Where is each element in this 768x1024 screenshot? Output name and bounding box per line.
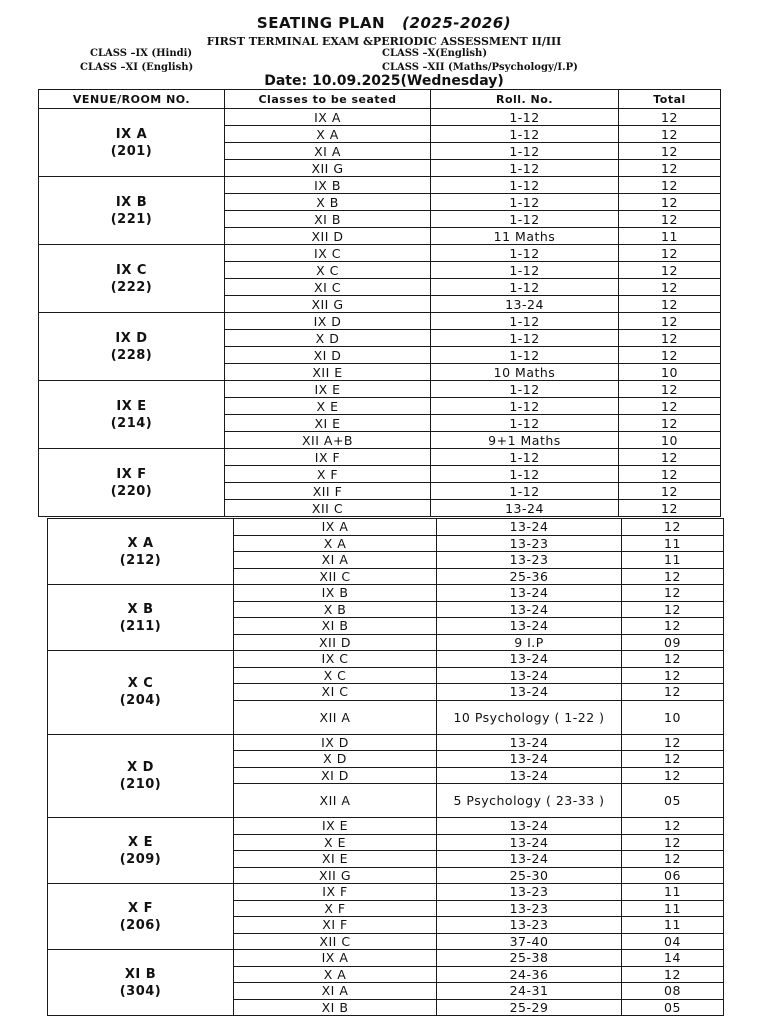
- total-cell: 12: [622, 585, 724, 602]
- total-cell: 05: [622, 784, 724, 818]
- class-cell: IX B: [225, 177, 431, 194]
- class-info-xii: CLASS –XII (Maths/Psychology/I.P): [382, 62, 578, 73]
- total-cell: 12: [619, 143, 721, 160]
- class-info-x: CLASS –X(English): [382, 48, 488, 59]
- room-number: (211): [119, 618, 162, 634]
- total-cell: 12: [622, 568, 724, 585]
- total-cell: 12: [622, 751, 724, 768]
- roll-number-cell: 1-12: [431, 245, 619, 262]
- venue-name: IX D: [115, 330, 148, 346]
- total-cell: 12: [622, 834, 724, 851]
- total-cell: 12: [622, 601, 724, 618]
- class-cell: XI B: [225, 211, 431, 228]
- table-header-row: [39, 90, 721, 109]
- roll-number-cell: 11 Maths: [431, 228, 619, 245]
- roll-number-cell: 1-12: [431, 126, 619, 143]
- total-cell: 12: [619, 262, 721, 279]
- venue-cell: [48, 884, 234, 950]
- roll-number-cell: 1-12: [431, 449, 619, 466]
- total-cell: 11: [619, 228, 721, 245]
- roll-number-cell: 9 I.P: [437, 634, 622, 651]
- room-number: (201): [110, 143, 153, 159]
- room-number: (206): [119, 917, 162, 933]
- class-cell: IX E: [234, 818, 437, 835]
- roll-number-cell: 1-12: [431, 483, 619, 500]
- roll-number-cell: 24-36: [437, 966, 622, 983]
- class-cell: XI C: [225, 279, 431, 296]
- roll-number-cell: 1-12: [431, 330, 619, 347]
- roll-number-cell: 25-30: [437, 867, 622, 884]
- venue-name: XI B: [124, 966, 157, 982]
- total-cell: 12: [622, 684, 724, 701]
- venue-name: IX A: [115, 126, 148, 142]
- total-cell: 05: [622, 999, 724, 1016]
- class-cell: XI C: [234, 684, 437, 701]
- class-cell: XI A: [225, 143, 431, 160]
- class-cell: X A: [234, 535, 437, 552]
- class-cell: XI A: [234, 552, 437, 569]
- class-cell: XII C: [234, 568, 437, 585]
- roll-number-cell: 25-38: [437, 950, 622, 967]
- table-row: [39, 109, 721, 126]
- total-cell: 12: [619, 347, 721, 364]
- total-cell: 12: [622, 667, 724, 684]
- class-cell: IX F: [234, 884, 437, 901]
- total-cell: 12: [619, 279, 721, 296]
- venue-name: X A: [127, 535, 154, 551]
- class-cell: IX B: [234, 585, 437, 602]
- total-cell: 12: [619, 466, 721, 483]
- title-prefix: SEATING PLAN: [256, 14, 385, 32]
- total-cell: 12: [619, 381, 721, 398]
- total-cell: 12: [619, 483, 721, 500]
- roll-number-cell: 1-12: [431, 398, 619, 415]
- total-cell: 12: [619, 296, 721, 313]
- class-cell: X E: [225, 398, 431, 415]
- class-cell: IX A: [234, 950, 437, 967]
- venue-name: IX E: [116, 398, 147, 414]
- total-cell: 12: [619, 126, 721, 143]
- class-cell: X D: [225, 330, 431, 347]
- total-cell: 06: [622, 867, 724, 884]
- room-number: (220): [110, 483, 153, 499]
- table-row: [39, 449, 721, 466]
- venue-name: X E: [128, 834, 153, 850]
- total-cell: 12: [622, 851, 724, 868]
- class-cell: XI E: [225, 415, 431, 432]
- venue-name: X B: [127, 601, 154, 617]
- total-cell: 12: [622, 818, 724, 835]
- roll-number-cell: 25-36: [437, 568, 622, 585]
- roll-number-cell: 10 Maths: [431, 364, 619, 381]
- roll-number-cell: 1-12: [431, 279, 619, 296]
- class-cell: X C: [225, 262, 431, 279]
- col-header-total: Total: [619, 90, 721, 109]
- table-body-part2: [48, 519, 724, 1016]
- roll-number-cell: 13-24: [437, 851, 622, 868]
- total-cell: 12: [622, 618, 724, 635]
- venue-cell: [48, 734, 234, 818]
- total-cell: 12: [619, 109, 721, 126]
- class-cell: X F: [225, 466, 431, 483]
- venue-cell: [39, 313, 225, 381]
- venue-name: X C: [127, 676, 154, 692]
- total-cell: 12: [619, 160, 721, 177]
- class-cell: XII A: [234, 700, 437, 734]
- roll-number-cell: 13-24: [431, 296, 619, 313]
- table-row: [39, 177, 721, 194]
- table-row: [48, 651, 724, 668]
- total-cell: 12: [622, 519, 724, 536]
- total-cell: 08: [622, 983, 724, 1000]
- total-cell: 11: [622, 917, 724, 934]
- seating-table-part2: [47, 518, 724, 1016]
- venue-name: IX C: [116, 262, 147, 278]
- venue-name: IX B: [115, 194, 148, 210]
- class-cell: IX D: [234, 734, 437, 751]
- table-row: [48, 818, 724, 835]
- roll-number-cell: 13-24: [437, 601, 622, 618]
- class-cell: X C: [234, 667, 437, 684]
- total-cell: 11: [622, 884, 724, 901]
- total-cell: 11: [622, 552, 724, 569]
- table-row: [48, 734, 724, 751]
- venue-cell: [48, 818, 234, 884]
- roll-number-cell: 1-12: [431, 211, 619, 228]
- roll-number-cell: 1-12: [431, 143, 619, 160]
- roll-number-cell: 13-24: [437, 667, 622, 684]
- class-cell: IX D: [225, 313, 431, 330]
- roll-number-cell: 13-24: [437, 751, 622, 768]
- roll-number-cell: 1-12: [431, 347, 619, 364]
- total-cell: 12: [619, 449, 721, 466]
- roll-number-cell: 13-23: [437, 917, 622, 934]
- total-cell: 12: [622, 767, 724, 784]
- total-cell: 12: [619, 500, 721, 517]
- venue-cell: [39, 245, 225, 313]
- class-cell: XI D: [234, 767, 437, 784]
- class-cell: XI A: [234, 983, 437, 1000]
- total-cell: 12: [619, 313, 721, 330]
- roll-number-cell: 1-12: [431, 177, 619, 194]
- room-number: (210): [119, 776, 162, 792]
- table-row: [48, 519, 724, 536]
- class-cell: XII C: [225, 500, 431, 517]
- total-cell: 12: [619, 194, 721, 211]
- col-header-roll: Roll. No.: [431, 90, 619, 109]
- table-row: [39, 313, 721, 330]
- room-number: (214): [110, 415, 153, 431]
- class-cell: IX A: [225, 109, 431, 126]
- roll-number-cell: 13-24: [437, 734, 622, 751]
- class-cell: XI B: [234, 618, 437, 635]
- class-cell: IX F: [225, 449, 431, 466]
- roll-number-cell: 13-24: [437, 834, 622, 851]
- class-cell: X A: [225, 126, 431, 143]
- title-years: (2025-2026): [402, 14, 512, 32]
- roll-number-cell: 13-23: [437, 535, 622, 552]
- class-cell: XI F: [234, 917, 437, 934]
- exam-subtitle: FIRST TERMINAL EXAM &PERIODIC ASSESSMENT II/III: [206, 35, 562, 48]
- class-info-ix: CLASS –IX (Hindi): [90, 48, 193, 59]
- roll-number-cell: 13-24: [437, 585, 622, 602]
- document-header: [0, 0, 768, 92]
- class-cell: IX C: [234, 651, 437, 668]
- roll-number-cell: 1-12: [431, 313, 619, 330]
- venue-cell: [48, 585, 234, 651]
- table-row: [39, 245, 721, 262]
- roll-number-cell: 37-40: [437, 933, 622, 950]
- venue-cell: [39, 381, 225, 449]
- total-cell: 11: [622, 535, 724, 552]
- roll-number-cell: 13-24: [437, 519, 622, 536]
- total-cell: 12: [622, 734, 724, 751]
- class-cell: XII G: [225, 160, 431, 177]
- class-cell: XI D: [225, 347, 431, 364]
- seating-table-part1: [38, 89, 721, 517]
- venue-cell: [39, 449, 225, 517]
- roll-number-cell: 5 Psychology ( 23-33 ): [437, 784, 622, 818]
- class-cell: XII F: [225, 483, 431, 500]
- class-cell: X A: [234, 966, 437, 983]
- venue-cell: [39, 109, 225, 177]
- class-cell: X E: [234, 834, 437, 851]
- class-cell: X B: [225, 194, 431, 211]
- room-number: (209): [119, 851, 162, 867]
- class-cell: XII E: [225, 364, 431, 381]
- roll-number-cell: 13-24: [437, 767, 622, 784]
- venue-cell: [48, 950, 234, 1016]
- class-cell: XII C: [234, 933, 437, 950]
- room-number: (222): [110, 279, 153, 295]
- col-header-venue: VENUE/ROOM NO.: [39, 90, 225, 109]
- total-cell: 10: [622, 700, 724, 734]
- roll-number-cell: 13-24: [437, 684, 622, 701]
- class-info-xi: CLASS –XI (English): [80, 62, 194, 73]
- total-cell: 12: [619, 177, 721, 194]
- room-number: (204): [119, 693, 162, 709]
- roll-number-cell: 13-23: [437, 552, 622, 569]
- total-cell: 12: [622, 966, 724, 983]
- class-cell: XII D: [225, 228, 431, 245]
- venue-name: IX F: [116, 466, 147, 482]
- col-header-classes: Classes to be seated: [225, 90, 431, 109]
- roll-number-cell: 13-24: [431, 500, 619, 517]
- page-title: [0, 14, 768, 32]
- total-cell: 12: [619, 330, 721, 347]
- class-cell: XII A: [234, 784, 437, 818]
- class-cell: X B: [234, 601, 437, 618]
- table-row: [48, 585, 724, 602]
- venue-cell: [39, 177, 225, 245]
- exam-date: Date: 10.09.2025(Wednesday): [264, 73, 504, 89]
- roll-number-cell: 25-29: [437, 999, 622, 1016]
- roll-number-cell: 9+1 Maths: [431, 432, 619, 449]
- total-cell: 12: [619, 211, 721, 228]
- roll-number-cell: 24-31: [437, 983, 622, 1000]
- roll-number-cell: 1-12: [431, 381, 619, 398]
- class-cell: IX A: [234, 519, 437, 536]
- roll-number-cell: 13-24: [437, 651, 622, 668]
- total-cell: 10: [619, 364, 721, 381]
- table-body-part1: [39, 109, 721, 517]
- total-cell: 14: [622, 950, 724, 967]
- roll-number-cell: 13-23: [437, 900, 622, 917]
- class-cell: IX C: [225, 245, 431, 262]
- total-cell: 12: [619, 245, 721, 262]
- roll-number-cell: 1-12: [431, 109, 619, 126]
- roll-number-cell: 10 Psychology ( 1-22 ): [437, 700, 622, 734]
- total-cell: 09: [622, 634, 724, 651]
- roll-number-cell: 1-12: [431, 466, 619, 483]
- total-cell: 10: [619, 432, 721, 449]
- class-cell: XI B: [234, 999, 437, 1016]
- roll-number-cell: 13-23: [437, 884, 622, 901]
- total-cell: 11: [622, 900, 724, 917]
- room-number: (221): [110, 211, 153, 227]
- room-number: (228): [110, 347, 153, 363]
- roll-number-cell: 1-12: [431, 160, 619, 177]
- class-cell: XII G: [225, 296, 431, 313]
- room-number: (212): [119, 552, 162, 568]
- venue-cell: [48, 519, 234, 585]
- class-cell: XII A+B: [225, 432, 431, 449]
- total-cell: 12: [619, 398, 721, 415]
- table-row: [48, 884, 724, 901]
- total-cell: 12: [619, 415, 721, 432]
- class-cell: XI E: [234, 851, 437, 868]
- venue-name: X D: [127, 759, 154, 775]
- roll-number-cell: 13-24: [437, 818, 622, 835]
- total-cell: 12: [622, 651, 724, 668]
- venue-name: X F: [128, 900, 153, 916]
- class-cell: X D: [234, 751, 437, 768]
- class-cell: X F: [234, 900, 437, 917]
- roll-number-cell: 1-12: [431, 415, 619, 432]
- roll-number-cell: 13-24: [437, 618, 622, 635]
- venue-cell: [48, 651, 234, 735]
- room-number: (304): [119, 983, 162, 999]
- class-cell: XII D: [234, 634, 437, 651]
- class-cell: XII G: [234, 867, 437, 884]
- roll-number-cell: 1-12: [431, 194, 619, 211]
- total-cell: 04: [622, 933, 724, 950]
- table-row: [39, 381, 721, 398]
- class-cell: IX E: [225, 381, 431, 398]
- table-row: [48, 950, 724, 967]
- roll-number-cell: 1-12: [431, 262, 619, 279]
